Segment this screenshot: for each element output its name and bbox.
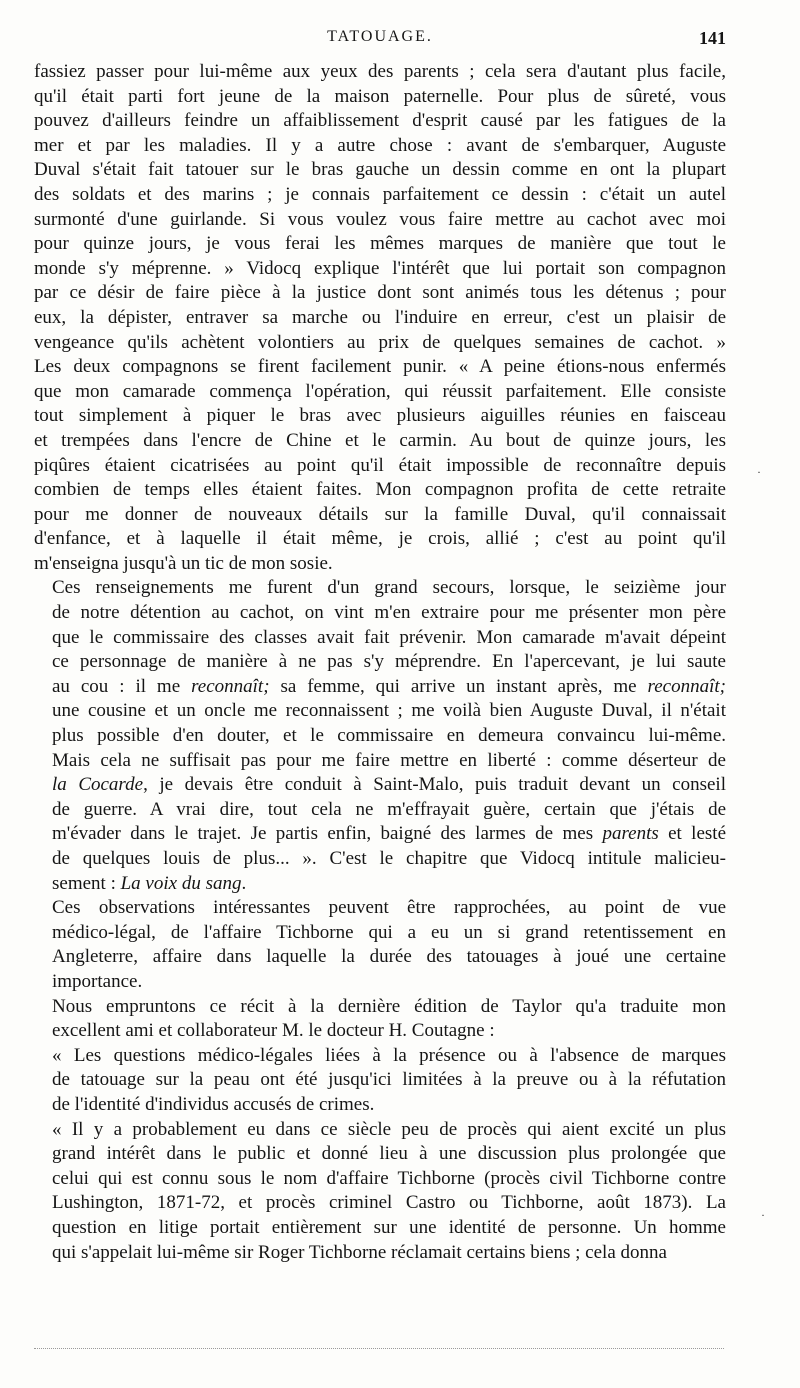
text-line: et trempées dans l'encre de Chine et le carmin. Au bout de quinze jours, les [34, 429, 726, 451]
paragraph [34, 60, 726, 576]
text-line: médico-légal, de l'affaire Tichborne qui a eu un si grand retentissement en [52, 921, 726, 943]
text-line: monde s'y méprenne. » Vidocq explique l'intérêt que lui portait son compagnon [34, 257, 726, 279]
text-line: Duval s'était fait tatouer sur le bras gauche un dessin comme en ont la plupart [34, 159, 726, 181]
running-title: TATOUAGE. [327, 28, 433, 45]
text-line: pouvez d'ailleurs feindre un affaiblissement d'esprit causé par les fatigues de la [34, 110, 726, 132]
text-line: m'évader dans le trajet. Je partis enfin, baigné des larmes de mes parents et lesté [52, 823, 726, 845]
text-line: grand intérêt dans le public et donné lieu à une discussion plus prolongée que [52, 1143, 726, 1165]
text-line: « Il y a probablement eu dans ce siècle peu de procès qui aient excité un plus [52, 1118, 726, 1140]
text-line: de guerre. A vrai dire, tout cela ne m'effrayait guère, certain que j'étais de [52, 798, 726, 820]
text-line: « Les questions médico-légales liées à la présence ou à l'absence de marques [52, 1044, 726, 1066]
italic-text: La voix du sang [120, 872, 242, 894]
margin-speck: · [757, 465, 761, 479]
text-line: que mon camarade commença l'opération, qui réussit parfaitement. Elle consiste [34, 380, 726, 402]
text-line: combien de temps elles étaient faites. Mon compagnon profita de cette retraite [34, 479, 726, 501]
text-line: piqûres étaient cicatrisées au point qu'il était impossible de reconnaître depuis [34, 454, 726, 476]
footer-dotted-rule [34, 1348, 724, 1349]
italic-text: reconnaît; [191, 675, 270, 697]
text-line: celui qui est connu sous le nom d'affaire Tichborne (procès civil Tichborne contre [52, 1167, 726, 1189]
text-line: Ces observations intéressantes peuvent être rapprochées, au point de vue [52, 897, 726, 919]
text-line: eux, la dépister, entraver sa marche ou l'induire en erreur, c'est un plaisir de [34, 306, 726, 328]
page-number: 141 [699, 28, 726, 48]
text-line: plus possible d'en douter, et le commissaire en demeura convaincu lui-même. [52, 725, 726, 747]
text-line: de quelques louis de plus... ». C'est le chapitre que Vidocq intitule malicieu- [52, 848, 726, 869]
text-line: question en litige portait entièrement sur une identité de personne. Un homme [52, 1216, 726, 1238]
text-line: des soldats et des marins ; je connais parfaitement ce dessin : c'était un autel [34, 183, 726, 205]
paragraph [34, 1118, 726, 1266]
paragraph [34, 1044, 726, 1118]
text-line: Lushington, 1871-72, et procès criminel Castro ou Tichborne, août 1873). La [52, 1192, 726, 1214]
text-line: fassiez passer pour lui-même aux yeux des parents ; cela sera d'autant plus facile, [34, 61, 726, 82]
text-line: au cou : il me reconnaît; sa femme, qui arrive un instant après, me reconnaît; [52, 675, 726, 697]
margin-speck: · [761, 1208, 765, 1222]
text-line: une cousine et un oncle me reconnaissent ; me voilà bien Auguste Duval, il n'était [52, 700, 726, 722]
text-line: qu'il était parti fort jeune de la maison paternelle. Pour plus de sûreté, vous [34, 85, 726, 107]
text-line: importance. [52, 970, 143, 992]
book-page [34, 28, 726, 1265]
text-line: surmonté d'une guirlande. Si vous voulez vous faire mettre au cachot avec moi [34, 208, 726, 230]
text-line: ce personnage de manière à ne pas s'y méprendre. En l'apercevant, je lui saute [52, 651, 726, 673]
text-line: qui s'appelait lui-même sir Roger Tichborne réclamait certains biens ; cela donna [52, 1241, 667, 1263]
text-line: Ces renseignements me furent d'un grand secours, lorsque, le seizième jour [52, 577, 726, 599]
text-line: pour me donner de nouveaux détails sur la famille Duval, qu'il connaissait [34, 503, 726, 525]
text-line: tout simplement à piquer le bras avec plusieurs aiguilles réunies en faisceau [34, 405, 726, 427]
text-line: Nous empruntons ce récit à la dernière édition de Taylor qu'a traduite mon [52, 995, 726, 1017]
text-line: que le commissaire des classes avait fait prévenir. Mon camarade m'avait dépeint [52, 626, 726, 648]
text-line: de tatouage sur la peau ont été jusqu'ici limitées à la preuve ou à la réfutation [52, 1069, 726, 1091]
text-line: excellent ami et collaborateur M. le docteur H. Coutagne : [52, 1020, 495, 1042]
text-line: Angleterre, affaire dans laquelle la durée des tatouages à joué une certaine [52, 946, 726, 968]
italic-text: parents [602, 823, 659, 845]
body-text [34, 60, 726, 1265]
text-line: mer et par les maladies. Il y a autre chose : avant de s'embarquer, Auguste [34, 134, 726, 156]
text-line: m'enseigna jusqu'à un tic de mon sosie. [34, 552, 333, 574]
text-line: Les deux compagnons se firent facilement punir. « A peine étions-nous enfermés [34, 356, 726, 378]
paragraph [34, 896, 726, 994]
text-line: de notre détention au cachot, on vint m'en extraire pour me présenter mon père [52, 602, 726, 624]
italic-text: la Cocarde [52, 774, 144, 796]
italic-text: reconnaît; [647, 675, 726, 697]
paragraph [34, 995, 726, 1044]
text-line: d'enfance, et à laquelle il était même, je crois, allié ; c'est au point qu'il [34, 528, 726, 550]
text-line: la Cocarde, je devais être conduit à Saint-Malo, puis traduit devant un conseil [52, 774, 726, 796]
text-line: par ce désir de faire pièce à la justice dont sont animés tous les détenus ; pour [34, 282, 726, 304]
paragraph [34, 576, 726, 896]
text-line: de l'identité d'individus accusés de crimes. [52, 1093, 375, 1115]
text-line: Mais cela ne suffisait pas pour me faire mettre en liberté : comme déserteur de [52, 749, 726, 771]
text-line: sement : La voix du sang. [52, 872, 247, 894]
text-line: pour quinze jours, je vous ferai les mêmes marques de manière que tout le [34, 233, 726, 255]
running-header [34, 28, 726, 54]
text-line: vengeance qu'ils achètent volontiers au prix de quelques semaines de cachot. » [34, 331, 726, 353]
